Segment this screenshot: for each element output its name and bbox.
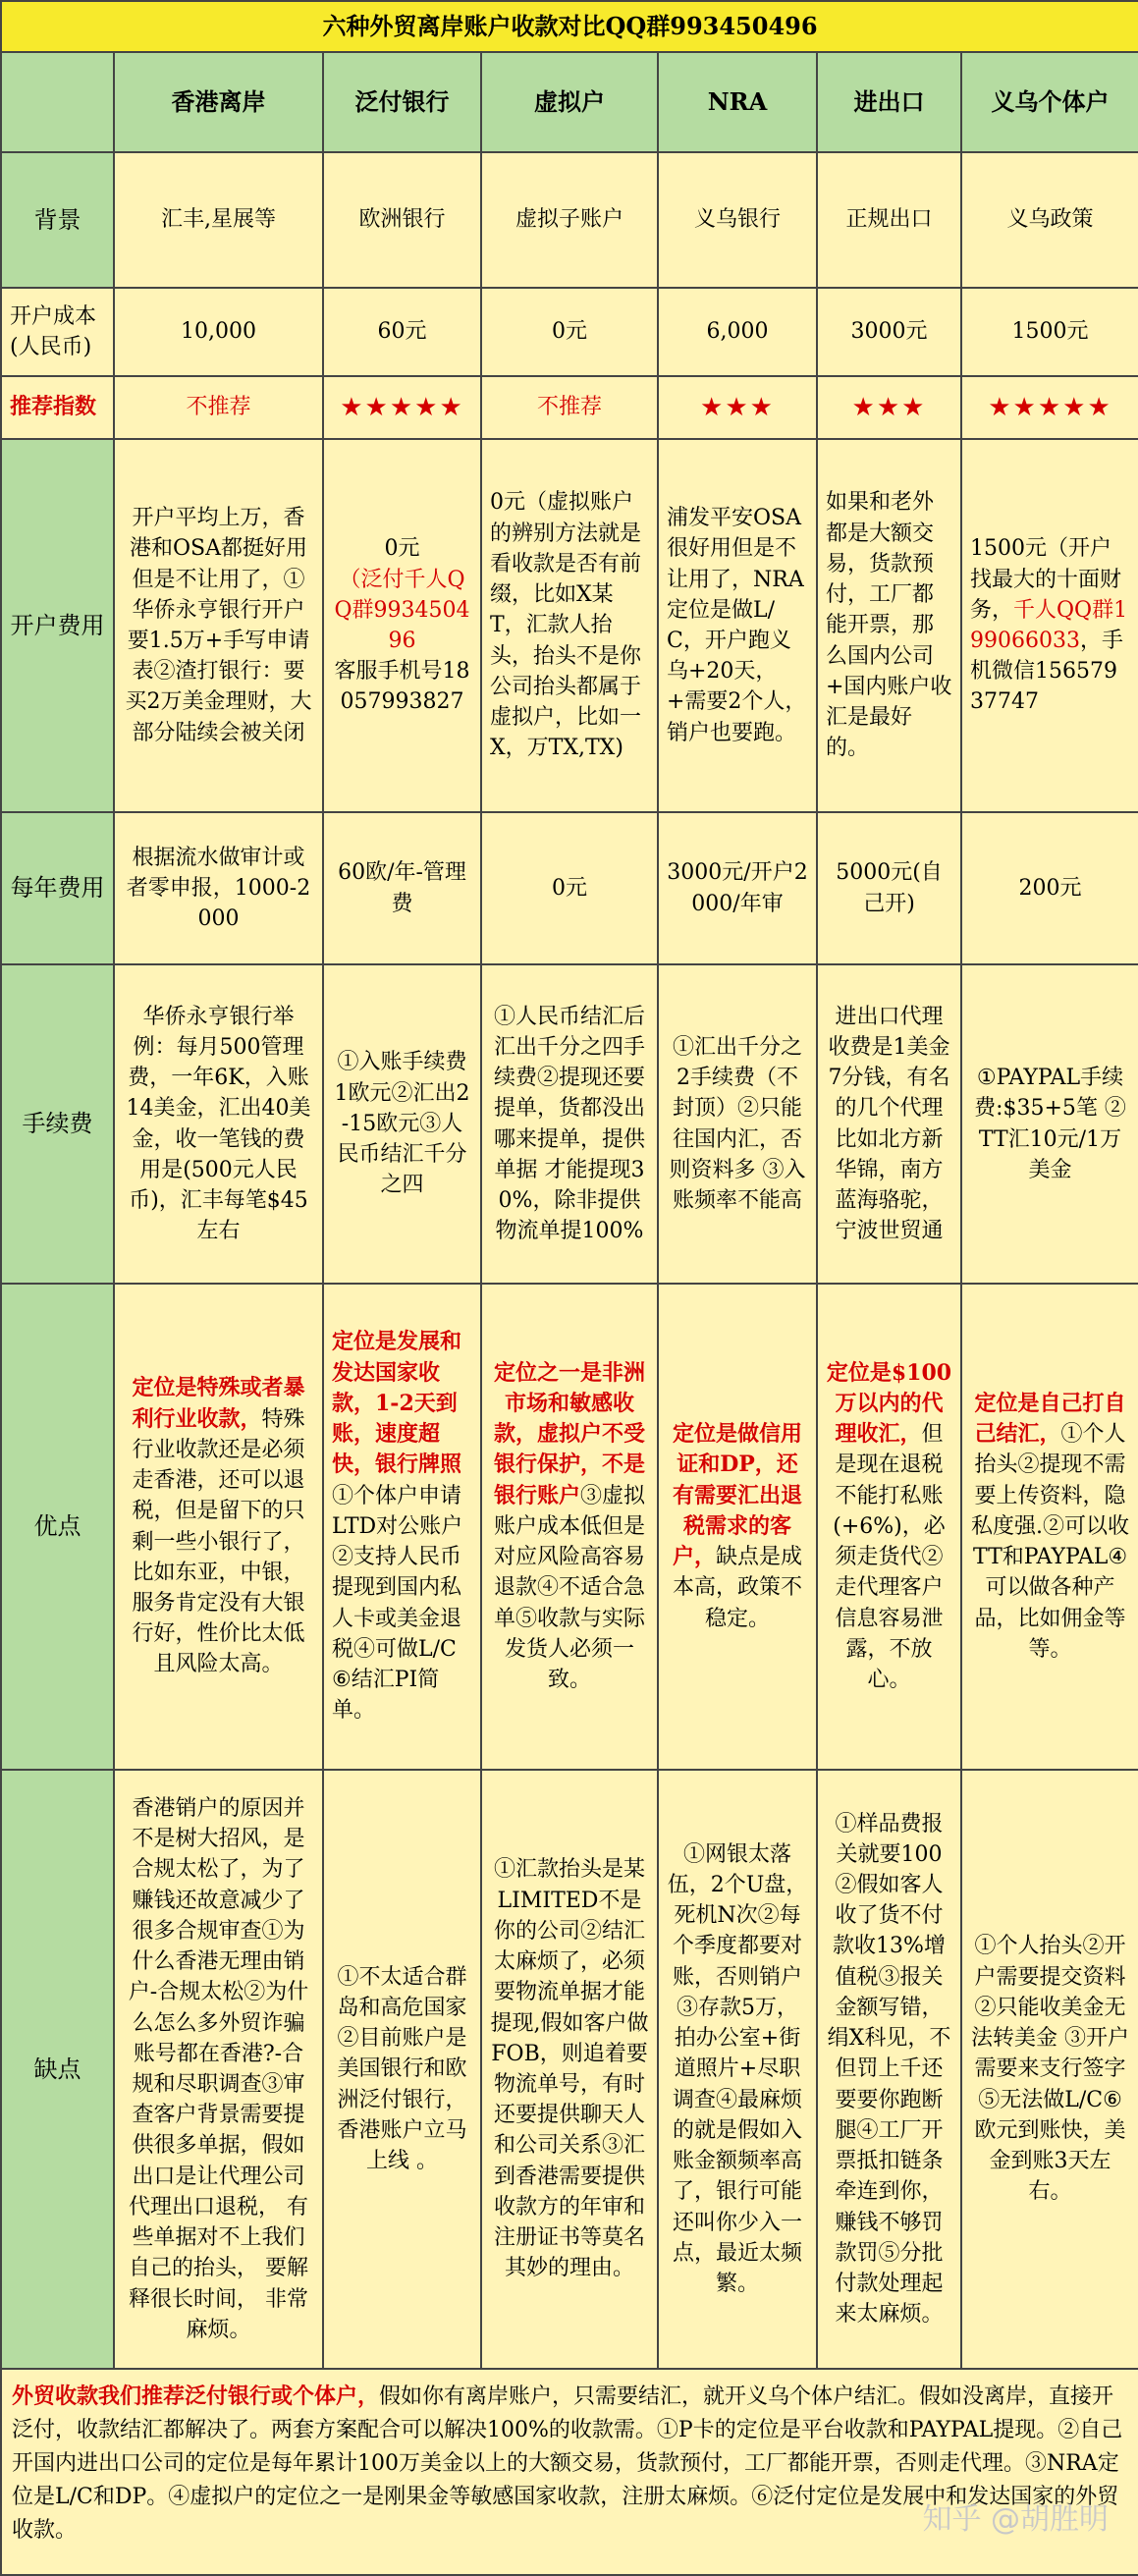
title-row <box>1 1 1138 52</box>
cell: 进出口代理收费是1美金7分钱，有名的几个代理比如北方新华锦，南方蓝海骆驼，宁波世贸通 <box>817 964 961 1284</box>
open-fee-fanfu-contact: 客服手机号18057993827 <box>334 659 470 715</box>
adv-yiwu-highlight: 定位是自己打自己结汇， <box>974 1390 1126 1448</box>
cell: 汇丰,星展等 <box>114 152 323 288</box>
open-fee-fanfu <box>323 439 481 812</box>
cell: 200元 <box>961 812 1138 964</box>
cell: 正规出口 <box>817 152 961 288</box>
adv-fanfu-highlight: 定位是发展和发达国家收款，1-2天到账，速度超快，银行牌照 <box>332 1329 462 1478</box>
cell: ①个人抬头②开户需要提交资料②只能收美金无法转美金 ③开户需要来支行签字 ⑤无法做L/C⑥欧元到账快，美金到账3天左右。 <box>961 1770 1138 2369</box>
header-nra: NRA <box>658 52 817 152</box>
row-label-recommend: 推荐指数 <box>1 376 114 439</box>
adv-hk <box>114 1284 323 1770</box>
row-label-open-fee: 开户费用 <box>1 439 114 812</box>
disadvantages-row <box>1 1770 1138 2369</box>
recommend-virtual: 不推荐 <box>481 376 658 439</box>
row-label-advantages: 优点 <box>1 1284 114 1770</box>
adv-import-highlight: 定位是$100万以内的代理收汇， <box>826 1359 952 1448</box>
cell: 60欧/年-管理费 <box>323 812 481 964</box>
adv-nra-highlight: 定位是做信用证和DP，还有需要汇出退税需求的客户， <box>672 1421 802 1570</box>
row-label-disadvantages: 缺点 <box>1 1770 114 2369</box>
open-fee-yiwu-group: 千人QQ群199066033 <box>970 597 1128 653</box>
row-label-open-cost: 开户成本(人民币) <box>1 288 114 376</box>
recommend-yiwu-stars: ★★★★★ <box>961 376 1138 439</box>
adv-hk-text: 特殊行业收款还是必须走香港，还可以退税，但是留下的只剩一些小银行了，比如东亚，中银，服务肯定没有大银行好，性价比太低且风险太高。 <box>132 1406 305 1677</box>
advantages-row <box>1 1284 1138 1770</box>
cell: 0元 <box>481 812 658 964</box>
open-fee-nra: 浦发平安OSA很好用但是不让用了，NRA定位是做L/C，开户跑义乌+20天，+需要2个人，销户也要跑。 <box>658 439 817 812</box>
adv-import-text: 但是现在退税不能打私账(+6%)，必须走货代②走代理客户信息容易泄露，不放心。 <box>833 1422 946 1693</box>
open-fee-yiwu <box>961 439 1138 812</box>
cell: 10,000 <box>114 288 323 376</box>
footer-highlight: 外贸收款我们推荐泛付银行或个体户， <box>12 2384 380 2409</box>
cell: 义乌政策 <box>961 152 1138 288</box>
adv-nra <box>658 1284 817 1770</box>
open-fee-hk: 开户平均上万，香港和OSA都挺好用但是不让用了，①华侨永亨银行开户要1.5万+手写申请表②渣打银行：要买2万美金理财，大部分陆续会被关闭 <box>114 439 323 812</box>
adv-nra-text: 缺点是成本高，政策不稳定。 <box>672 1545 803 1631</box>
header-row <box>1 52 1138 152</box>
adv-fanfu <box>323 1284 481 1770</box>
header-virtual-account: 虚拟户 <box>481 52 658 152</box>
open-fee-yiwu-b: ，手机微信15657937747 <box>970 629 1123 715</box>
footer-note <box>1 2369 1138 2575</box>
footer-text: 假如你有离岸账户，只需要结汇，就开义乌个体户结汇。假如没离岸，直接开泛付，收款结汇都解决了。两套方案配合可以解决100%的收款需。①P卡的定位是平台收款和PAYPAL提现。②自己开国内进出口公司的定位是每年累计100万美金以上的大额交易，货款预付，工厂都能开票，否则走代理。③NRA定位是L/C和DP。④虚拟户的定位之一是刚果金等敏感国家收款，注册太麻烦。⑥泛付定位是发展中和发达国家的外贸收款。 <box>12 2384 1123 2544</box>
cell: 6,000 <box>658 288 817 376</box>
cell: ①汇出千分之2手续费（不封顶）②只能往国内汇，否则资料多 ③入账频率不能高 <box>658 964 817 1284</box>
cell: ①汇款抬头是某 LIMITED不是你的公司②结汇太麻烦了，必须要物流单据才能提现,假如客户做FOB，则追着要物流单号，有时还要提供聊天人和公司关系③汇到香港需要提供收款方的年审和注册证书等莫名其妙的理由。 <box>481 1770 658 2369</box>
row-label-background: 背景 <box>1 152 114 288</box>
recommend-import-stars: ★★★ <box>817 376 961 439</box>
adv-fanfu-text: ①个体户申请LTD对公账户②支持人民币提现到国内私人卡或美金退税④可做L/C⑥结汇PI简单。 <box>332 1483 463 1724</box>
header-hk-offshore: 香港离岸 <box>114 52 323 152</box>
background-row <box>1 152 1138 288</box>
open-fee-virtual: 0元（虚拟账户的辨别方法就是看收款是否有前缀，比如X某T，汇款人抬头，抬头不是你公司抬头都属于虚拟户，比如一X，万TX,TX) <box>481 439 658 812</box>
header-yiwu: 义乌个体户 <box>961 52 1138 152</box>
cell: 义乌银行 <box>658 152 817 288</box>
cell: 香港销户的原因并不是树大招风，是合规太松了，为了赚钱还故意减少了很多合规审查①为什么香港无理由销户-合规太松②为什么怎么多外贸诈骗账号都在香港?-合规和尽职调查③审查客户背景需要提供很多单据，假如出口是让代理公司 代理出口退税， 有些单据对不上我们自己的抬头， 要解释很长时间， 非常麻烦。 <box>114 1770 323 2369</box>
adv-yiwu <box>961 1284 1138 1770</box>
open-fee-import: 如果和老外都是大额交易，货款预付，工厂都能开票，那么国内公司+国内账户收汇是最好的。 <box>817 439 961 812</box>
header-import-export: 进出口 <box>817 52 961 152</box>
recommend-fanfu-stars: ★★★★★ <box>323 376 481 439</box>
header-empty <box>1 52 114 152</box>
cell: 3000元 <box>817 288 961 376</box>
cell: ①PAYPAL手续费:$35+5笔 ②TT汇10元/1万美金 <box>961 964 1138 1284</box>
adv-virtual-highlight: 定位之一是非洲市场和敏感收款，虚拟户不受银行保护，不是银行账户 <box>493 1359 645 1508</box>
recommend-hk: 不推荐 <box>114 376 323 439</box>
recommend-row <box>1 376 1138 439</box>
cell: 3000元/开户2000/年审 <box>658 812 817 964</box>
table-title: 六种外贸离岸账户收款对比QQ群993450496 <box>1 1 1138 52</box>
open-fee-yiwu-a: 1500元（开户找最大的十面财务， <box>970 536 1122 623</box>
open-fee-fanfu-group: （泛付千人QQ群993450496 <box>334 567 470 653</box>
footer-row <box>1 2369 1138 2575</box>
cell: ①不太适合群岛和高危国家②目前账户是美国银行和欧洲泛付银行，香港账户立马上线 。 <box>323 1770 481 2369</box>
cell: 根据流水做审计或者零申报，1000-2000 <box>114 812 323 964</box>
cell: ①入账手续费1欧元②汇出2-15欧元③人民币结汇千分之四 <box>323 964 481 1284</box>
watermark: 知乎 @胡胜明 <box>922 2502 1109 2537</box>
row-label-fees: 手续费 <box>1 964 114 1284</box>
cell: 5000元(自己开) <box>817 812 961 964</box>
cell: 60元 <box>323 288 481 376</box>
open-fee-fanfu-amount: 0元 <box>384 536 420 562</box>
cell: 欧洲银行 <box>323 152 481 288</box>
row-label-annual-fee: 每年费用 <box>1 812 114 964</box>
adv-yiwu-text: ①个人抬头②提现不需要上传资料，隐私度强.②可以收TT和PAYPAL④可以做各种产品，比如佣金等等。 <box>971 1422 1130 1662</box>
adv-virtual <box>481 1284 658 1770</box>
cell: 华侨永亨银行举例：每月500管理费，一年6K，入账14美金，汇出40美金，收一笔钱的费用是(500元人民币)，汇丰每笔$45左右 <box>114 964 323 1284</box>
cell: ①样品费报关就要100②假如客人收了货不付款收13%增值税③报关金额写错，绢X科见，不但罚上千还要要你跑断腿④工厂开票抵扣链条牵连到你，赚钱不够罚款罚⑤分批付款处理起来太麻烦。 <box>817 1770 961 2369</box>
adv-hk-highlight: 定位是特殊或者暴利行业收款， <box>132 1375 305 1432</box>
cell: 1500元 <box>961 288 1138 376</box>
cell: ①人民币结汇后汇出千分之四手续费②提现还要提单，货都没出哪来提单，提供单据 才能提现30%，除非提供物流单提100% <box>481 964 658 1284</box>
open-fee-row <box>1 439 1138 812</box>
open-cost-row <box>1 288 1138 376</box>
cell: 0元 <box>481 288 658 376</box>
cell: ①网银太落伍，2个U盘，死机N次②每个季度都要对账，否则销户③存款5万，拍办公室+街道照片+尽职调查④最麻烦的就是假如入账金额频率高了，银行可能还叫你少入一点，最近太频繁。 <box>658 1770 817 2369</box>
header-fanfu-bank: 泛付银行 <box>323 52 481 152</box>
annual-fee-row <box>1 812 1138 964</box>
cell: 虚拟子账户 <box>481 152 658 288</box>
adv-import <box>817 1284 961 1770</box>
adv-virtual-text: ③虚拟账户成本低但是对应风险高容易退款④不适合急单⑤收款与实际发货人必须一致。 <box>493 1483 646 1693</box>
fees-row <box>1 964 1138 1284</box>
recommend-nra-stars: ★★★ <box>658 376 817 439</box>
